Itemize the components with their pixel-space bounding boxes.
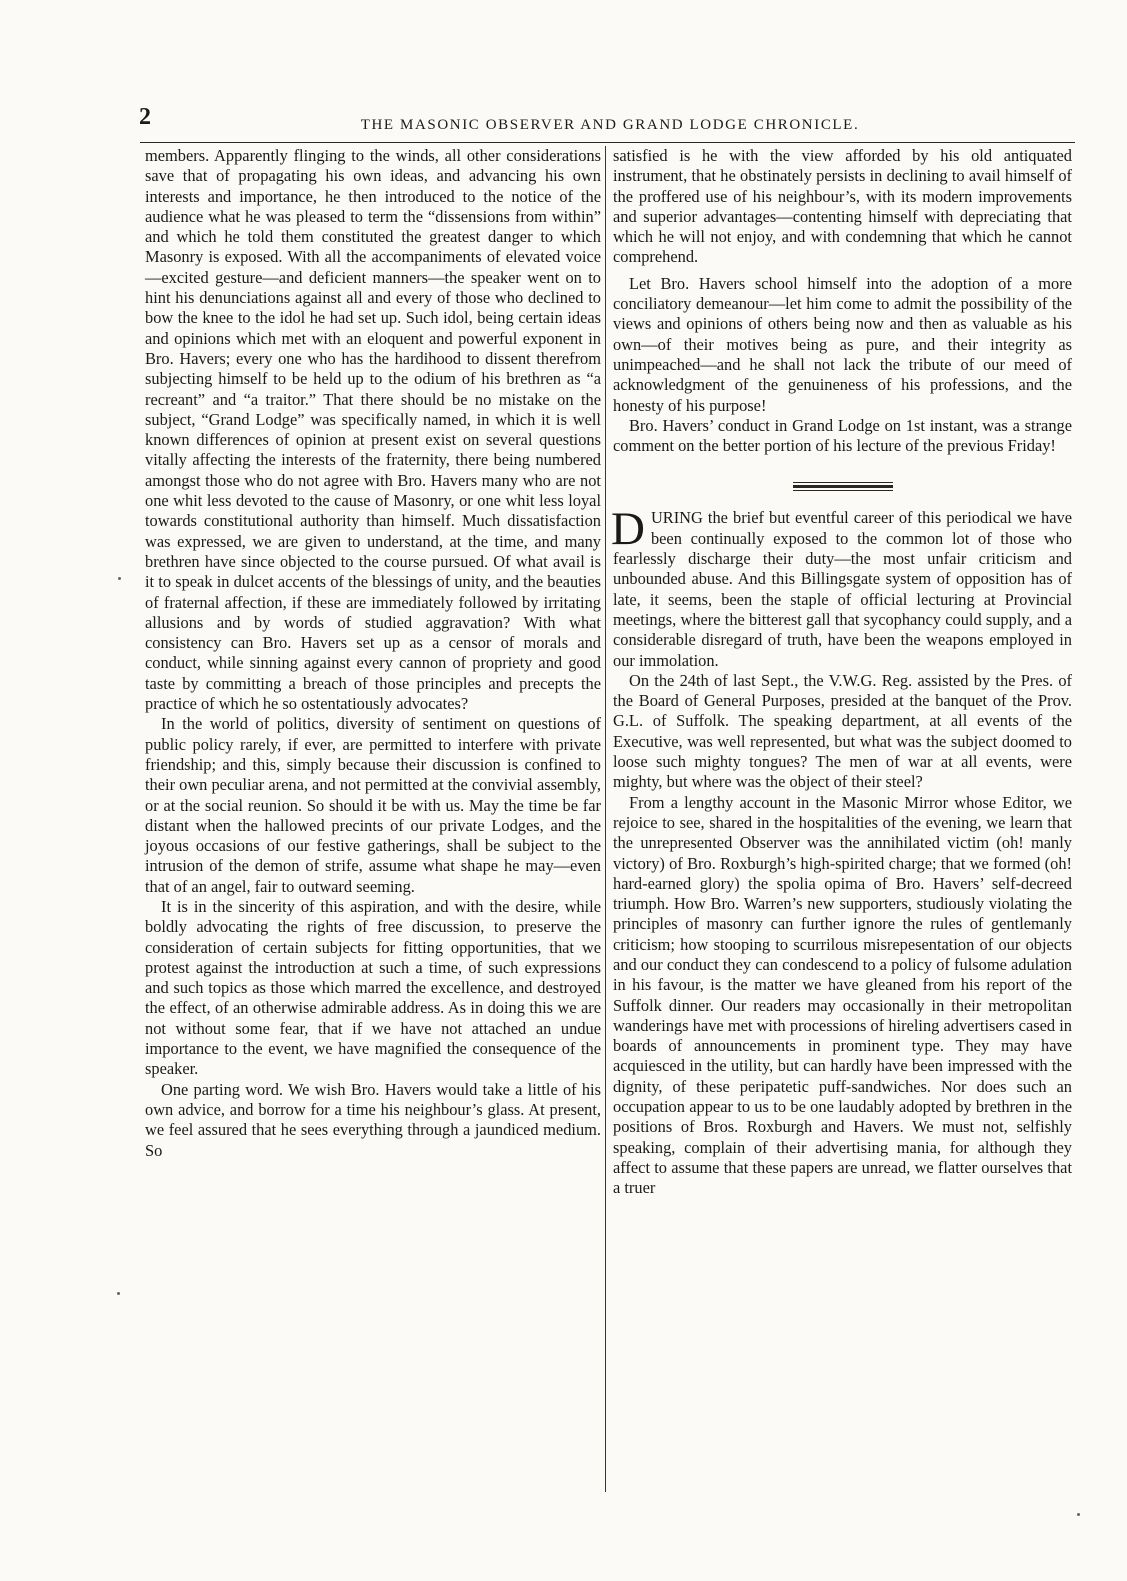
left-column — [145, 146, 601, 1161]
paragraph: One parting word. We wish Bro. Havers would take a little of his own advice, and borrow for a time his neighbour’s glass. At present, we feel assured that he sees everything through a jaundiced medium. So — [145, 1079, 601, 1160]
right-column — [613, 146, 1072, 1199]
column-divider — [605, 146, 606, 1492]
page-number: 2 — [139, 104, 152, 130]
paragraph: In the world of politics, diversity of sentiment on questions of public policy rarely, if ever, are permitted to interfere with private friendship; and this, simply because their discussion is confined to their own peculiar arena, and not permitted at the convivial assembly, or at the social reunion. So should it be with us. May the time be far distant when the hallowed precints of our private Lodges, and the joyous occasions of our festive gatherings, shall be subject to the intrusion of the demon of strife, assume what shape he may—even that of an angel, fair to outward seeming. — [145, 714, 601, 896]
drop-cap: D — [611, 503, 645, 556]
print-speck — [117, 1292, 120, 1295]
paragraph: satisfied is he with the view afforded by his old antiquated instrument, that he obstinately persists in declining to avail himself of the proffered use of his neighbour’s, with its modern improvements and superior advantages—contenting himself with depreciating that which he will not enjoy, and with condemning that which he cannot comprehend. — [613, 146, 1072, 267]
running-head: THE MASONIC OBSERVER AND GRAND LODGE CHRONICLE. — [360, 117, 860, 133]
paragraph: Let Bro. Havers school himself into the adoption of a more conciliatory demeanour—let him come to admit the possibility of the views and opinions of others being now and then as valuable as his own—of their motives being as pure, and their integrity as unimpeached—and he shall not lack the tribute of our meed of acknowledgment of the genuineness of his professions, and the honesty of his purpose! — [613, 273, 1072, 415]
paragraph-text: URING the brief but eventful career of this periodical we have been continually exposed to the common lot of those who fearlessly discharge their duty—the most unfair criticism and unbounded abuse. And this Billingsgate system of opposition has of late, it seems, been the staple of official lecturing at Provincial meetings, where the bitterest gall that sycophancy could supply, and a considerable disregard of truth, have been the weapons employed in our immolation. — [613, 508, 1072, 670]
ornament-rule — [793, 480, 893, 493]
paragraph: From a lengthy account in the Masonic Mirror whose Editor, we rejoice to see, shared in the hospitalities of the evening, we learn that the unrepresented Observer was the annihilated victim (oh! manly victory) of Bro. Roxburgh’s high-spirited charge; that we formed (oh! hard-earned glory) the spolia opima of Bro. Havers’ self-decreed triumph. How Bro. Warren’s new supporters, studiously violating the principles of masonry can further ignore the rules of gentlemanly criticism; how stooping to scurrilous misrepesentation of our objects and our conduct they can condescend to a policy of fulsome adulation in his favour, is the matter we have gleaned from his report of the Suffolk dinner. Our readers may occasionally in their metropolitan wanderings have met with processions of hireling advertisers cased in boards of announcements in prominent type. They may have acquiesced in the utility, but can hardly have been impressed with the dignity, of these peripatetic puff-sandwiches. Nor does such an occupation appear to us to be one laudably adopted by brethren in the positions of Bros. Roxburgh and Havers. We must not, selfishly speaking, complain of their advertising mania, for although they affect to assume that these papers are unread, we flatter ourselves that a truer — [613, 792, 1072, 1198]
paragraph: Bro. Havers’ conduct in Grand Lodge on 1st instant, was a strange comment on the better portion of his lecture of the previous Friday! — [613, 415, 1072, 456]
paragraph: It is in the sincerity of this aspiration, and with the desire, while boldly advocating the rights of free discussion, to preserve the consideration of certain subjects for fitting opportunities, that we protest against the introduction at such a time, of such expressions and such topics as those which marred the excellence, and destroyed the effect, of an otherwise admirable address. As in doing this we are not without some fear, that if we have not attached an undue importance to the event, we have magnified the consequence of the speaker. — [145, 896, 601, 1079]
paragraph: members. Apparently flinging to the winds, all other considerations save that of propagating his own ideas, and advancing his own interests and importance, he then introduced to the notice of the audience what he was pleased to term the “dissensions from within” and which he told them constituted the greatest danger to which Masonry is exposed. With all the accompaniments of elevated voice—excited gesture—and deficient manners—the speaker went on to hint his denunciations against all and every of those who declined to bow the knee to the idol he had set up. Such idol, being certain ideas and opinions which met with an eloquent and powerful exponent in Bro. Havers; every one who has the hardihood to dissent therefrom subjecting himself to be held up to the odium of his brethren as “a recreant” and “a traitor.” That there should be no mistake on the subject, “Grand Lodge” was specifically named, in which it is well known differences of opinion at present exist on several questions vitally affecting the interests of the fraternity, there being numbered amongst those who do not agree with Bro. Havers many who are not one whit less devoted to the cause of Masonry, or one whit less loyal towards constitutional authority than himself. Much dissatisfaction was expressed, we are given to understand, at the time, and many brethren have since objected to the course pursued. Of what avail is it to speak in dulcet accents of the blessings of unity, and the beauties of fraternal affection, if these are immediately followed by irritating allusions and by words of studied aggravation? With what consistency can Bro. Havers set up as a censor of morals and conduct, while sinning against every cannon of propriety and good taste by committing a breach of those principles and precepts the practice of which he so ostentatiously advocates? — [145, 146, 601, 714]
paragraph: On the 24th of last Sept., the V.W.G. Reg. assisted by the Pres. of the Board of General Purposes, presided at the banquet of the Prov. G.L. of Suffolk. The speaking department, at all events of the Executive, was well represented, but what was the subject doomed to loose such mighty tongues? The men of war at all events, were mighty, but where was the object of their steel? — [613, 670, 1072, 792]
print-speck — [118, 577, 121, 580]
header-rule — [140, 142, 1075, 143]
section-divider — [613, 464, 1072, 508]
print-speck — [1077, 1513, 1080, 1516]
paragraph — [611, 503, 1072, 670]
